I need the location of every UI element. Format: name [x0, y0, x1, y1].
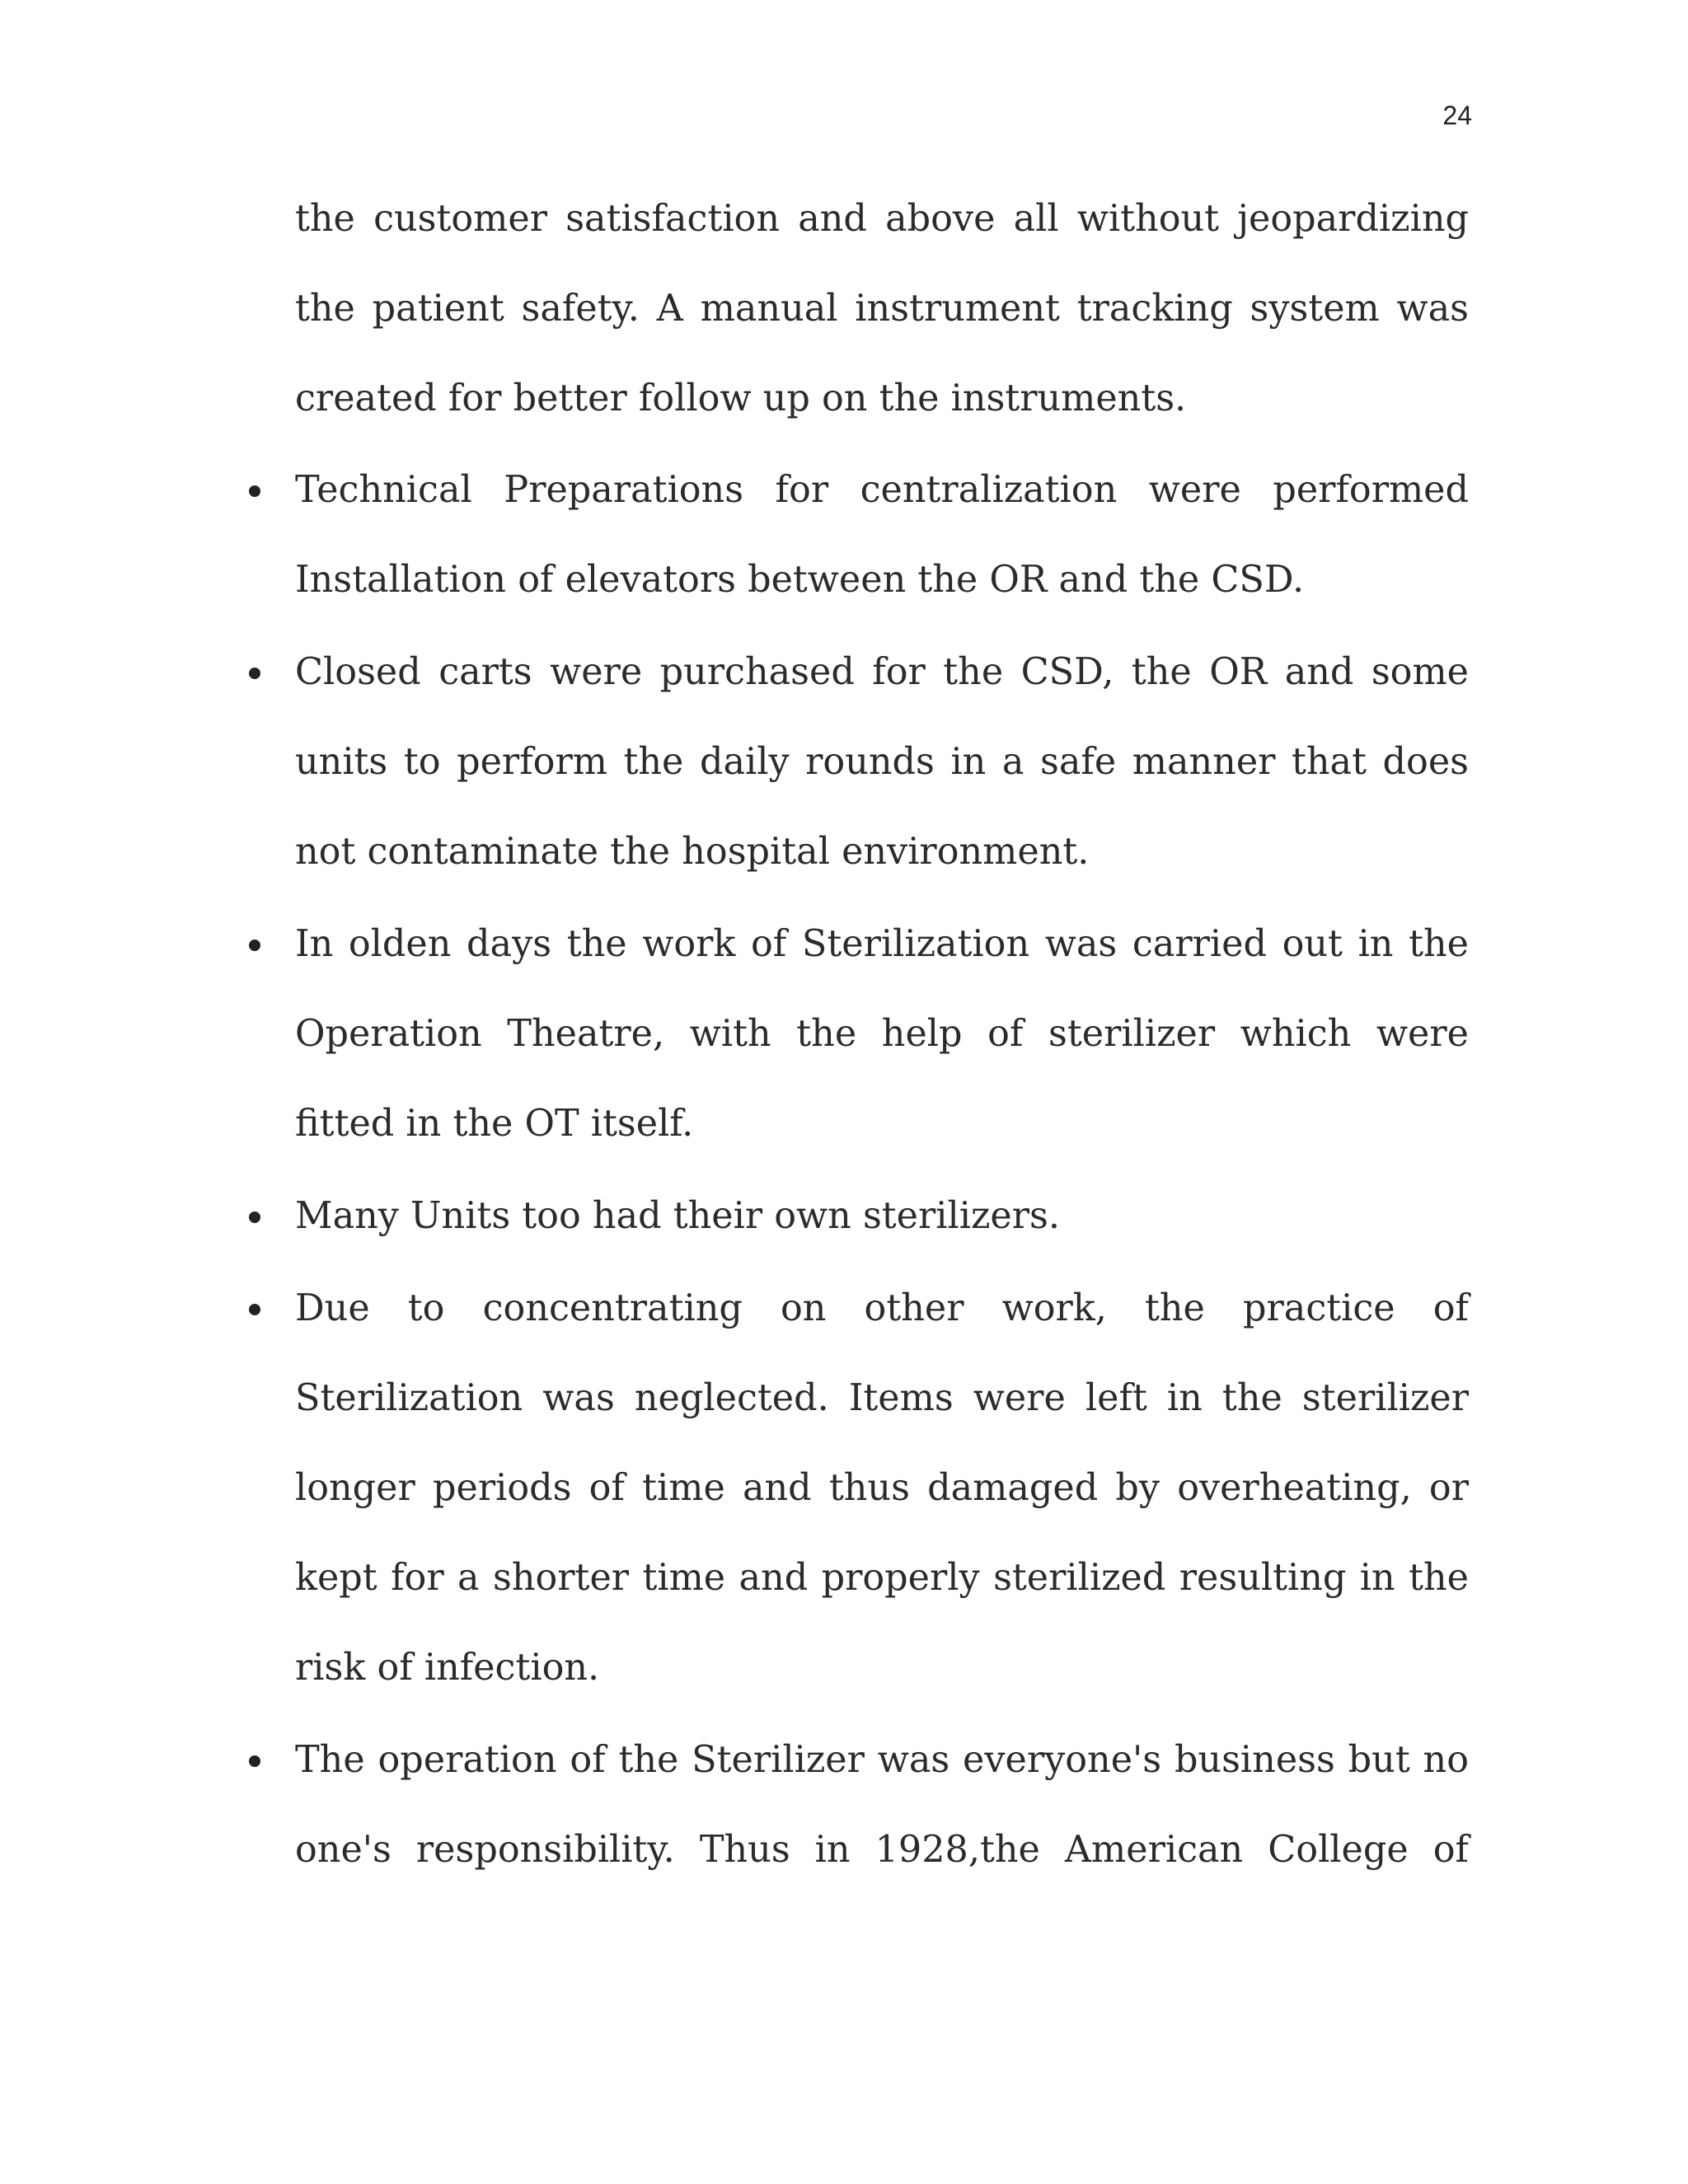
list-item-line: Installation of elevators between the OR and the CSD. — [295, 559, 1305, 601]
list-item — [295, 1715, 1469, 1895]
bullet-icon — [249, 668, 260, 679]
page-number: 24 — [1442, 101, 1472, 130]
list-item — [295, 445, 1469, 625]
list-item-line: Technical Preparations for centralization were performed — [295, 469, 1469, 511]
list-item-text: In olden days the work of Sterilization was carried out in the Operation Theatre, with the help of sterilizer which were fitted in the OT itself. — [295, 923, 1469, 1145]
list-item — [295, 1171, 1469, 1261]
bullet-icon — [249, 1304, 260, 1315]
bullet-list — [295, 445, 1469, 1895]
list-item-text: Due to concentrating on other work, the practice of Sterilization was neglected. Items were left in the sterilizer longer periods of time and thus damaged by overheating, or kept for a shorter time and properly sterilized resulting in the risk of infection. — [295, 1287, 1469, 1689]
bullet-icon — [249, 940, 260, 951]
body-text — [295, 174, 1469, 1897]
list-item — [295, 1263, 1469, 1713]
list-item — [295, 899, 1469, 1169]
list-item-text: Closed carts were purchased for the CSD, the OR and some units to perform the daily rounds in a safe manner that does not contaminate the hospital environment. — [295, 651, 1469, 873]
list-item-text: The operation of the Sterilizer was everyone's business but no one's responsibility. Thus in 1928,the American College of — [295, 1739, 1469, 1871]
list-item — [295, 627, 1469, 897]
intro-paragraph: the customer satisfaction and above all without jeopardizing the patient safety. A manual instrument tracking system was created for better follow up on the instruments. — [295, 198, 1469, 419]
bullet-icon — [249, 485, 260, 497]
list-item-text: Many Units too had their own sterilizers. — [295, 1195, 1061, 1237]
bullet-icon — [249, 1755, 260, 1767]
bullet-icon — [249, 1212, 260, 1223]
